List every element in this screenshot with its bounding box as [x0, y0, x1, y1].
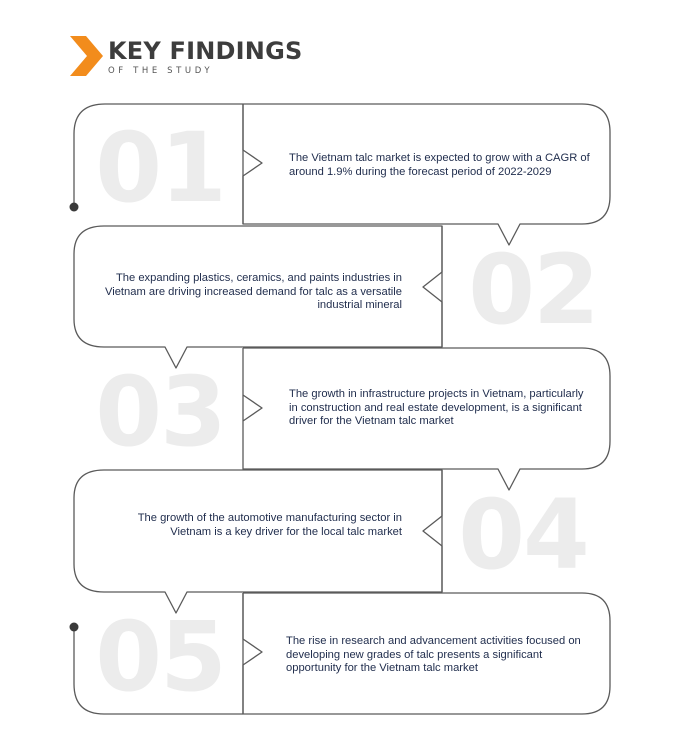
timeline-dot-bottom — [70, 623, 79, 632]
finding-number-04: 04 — [458, 479, 588, 591]
card-divider-02 — [423, 226, 442, 347]
finding-number-02: 02 — [468, 234, 598, 346]
finding-number-01: 01 — [95, 112, 225, 224]
timeline-dot-top — [70, 203, 79, 212]
finding-text-01: The Vietnam talc market is expected to grow with a CAGR of around 1.9% during the forecast period of 2022-2029 — [289, 152, 590, 178]
finding-text-04: The growth of the automotive manufacturing sector in Vietnam is a key driver for the local talc market — [137, 512, 402, 538]
finding-text-05: The rise in research and advancement activities focused on developing new grades of talc presents a significant opportunity for the Vietnam talc market — [286, 635, 581, 674]
card-outline-04 — [74, 470, 442, 613]
finding-number-05: 05 — [95, 601, 225, 713]
finding-text-03: The growth in infrastructure projects in Vietnam, particularly in construction and real estate development, is a significant driver for the Vietnam talc market — [289, 388, 584, 427]
card-divider-01 — [243, 104, 262, 224]
card-divider-05 — [243, 593, 262, 714]
page-title: KEY FINDINGS — [108, 37, 303, 65]
page-subtitle: OF THE STUDY — [108, 66, 214, 76]
finding-number-03: 03 — [95, 356, 225, 468]
finding-text-02: The expanding plastics, ceramics, and paints industries in Vietnam are driving increased demand for talc as a versatile industrial mineral — [104, 272, 402, 311]
card-divider-04 — [423, 470, 442, 592]
